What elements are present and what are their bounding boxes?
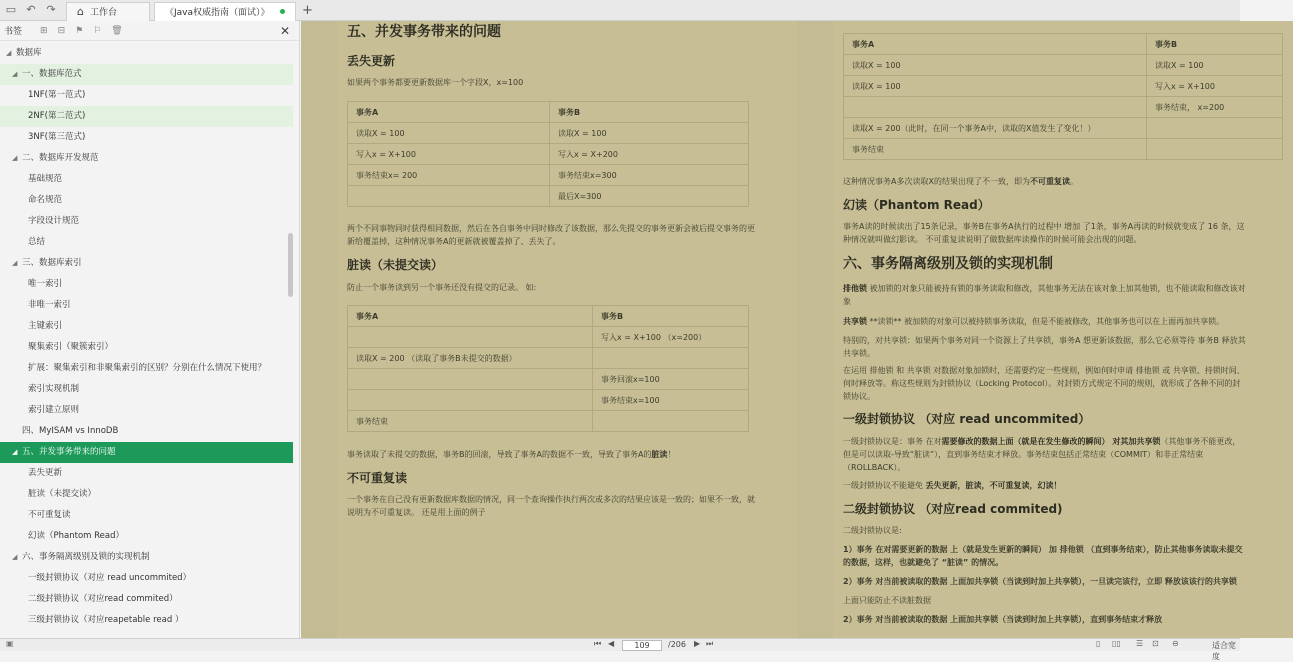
page-left (337, 21, 797, 638)
fit-view-icon[interactable]: ⊡ (1152, 639, 1159, 648)
text: 一级封锁协议是：事务 在对 (843, 437, 942, 446)
level2-rule-3: 2）事务 对当前被读取的数据 上面加共享锁（当读到时加上共享锁），直到事务结束才释放 (843, 615, 1163, 624)
s-lock-text (843, 315, 1248, 328)
sidebar-scrollbar[interactable] (288, 233, 293, 297)
table-cell: 最后X=300 (550, 186, 749, 207)
collapse-all-icon[interactable]: ⊟ (57, 25, 66, 36)
level1-protocol-text (843, 435, 1248, 474)
sidebar-item[interactable] (0, 463, 293, 484)
sidebar-item-label: 三、数据库索引 (22, 258, 82, 268)
text: （其他事务不能更改，但是可以读取-导致“脏读”），直到事务结束才释放。事务结束包括正常结束（COMMIT）和非正常结束（ROLLBACK）。 (843, 437, 1241, 472)
table-cell: 事务结束 (348, 411, 593, 432)
last-page-icon[interactable]: ⏭ (706, 639, 714, 648)
table-cell: 事务结束x=300 (550, 165, 749, 186)
heading-lost-update: 丢失更新 (347, 54, 396, 68)
add-bookmark-icon[interactable]: ⚑ (75, 25, 84, 36)
next-page-icon[interactable]: ▶ (694, 639, 701, 648)
table-cell: 事务结束 (844, 139, 1147, 160)
table-row (348, 369, 749, 390)
sidebar-title: 书签 (4, 27, 23, 37)
table-cell: 写入x = X+100 (348, 144, 550, 165)
heading-phantom-read: 幻读（Phantom Read） (843, 198, 990, 212)
heading-level1-protocol: 一级封锁协议 （对应 read uncommited） (843, 412, 1091, 426)
tab-home[interactable] (66, 2, 150, 21)
table-cell (348, 186, 550, 207)
sidebar-item[interactable] (0, 85, 293, 106)
shared-lock-detail: 特别的，对共享锁：如果两个事务对同一个资源上了共享锁，事务A 想更新该数据，那么它必须等待 事务B 释放其共享锁。 (843, 336, 1246, 358)
delete-bookmark-icon[interactable]: 🗑 (111, 25, 123, 36)
sidebar-item[interactable] (0, 190, 293, 211)
sidebar-item[interactable] (0, 421, 293, 442)
bookmark-icon[interactable]: ⚐ (93, 25, 102, 36)
sidebar-item-label: 非唯一索引 (28, 300, 71, 310)
caret-down-icon[interactable]: ◢ (6, 49, 12, 57)
sidebar-item[interactable] (0, 43, 293, 64)
sidebar-item[interactable] (0, 106, 293, 127)
table-row (348, 123, 749, 144)
sidebar-item-label: 字段设计规范 (28, 216, 80, 226)
caret-down-icon[interactable]: ◢ (12, 70, 18, 78)
table-cell: 读取X = 100 (348, 123, 550, 144)
sidebar-item-label: 主键索引 (28, 321, 63, 331)
table-cell: 写入x = X+100 （x=200） (593, 327, 749, 348)
table-header: 事务B (550, 102, 749, 123)
tab-document-label: 《Java权威指南（面试）》 (165, 8, 270, 18)
table-row (348, 186, 749, 207)
heading-level2-protocol: 二级封锁协议 （对应read commited) (843, 502, 1063, 516)
non-repeatable-text: 一个事务在自己没有更新数据库数据的情况，同一个查询操作执行两次或多次的结果应该是一致的；如果不一致，就说明为不可重复读。 还是用上面的例子 (347, 495, 755, 517)
new-tab-button[interactable]: + (302, 2, 313, 18)
caret-down-icon[interactable]: ◢ (12, 154, 18, 162)
lost-update-note: 两个不同事物同时获得相同数据，然后在各自事务中同时修改了该数据，那么先提交的事务更新会被后提交事务的更新给覆盖掉，这种情况事务A的更新就被覆盖掉了、丢失了。 (347, 224, 755, 246)
note-text: ！ (667, 450, 676, 459)
level2-intro: 二级封锁协议是: (843, 526, 902, 535)
sidebar-item-label: 2NF(第二范式) (28, 111, 86, 121)
sidebar-item[interactable] (0, 568, 293, 589)
lost-update-table (347, 101, 749, 207)
section-title-isolation: 六、事务隔离级别及锁的实现机制 (843, 256, 1053, 272)
sidebar-item-label: 一级封锁协议（对应 read uncommited） (28, 573, 192, 583)
sidebar-header (0, 21, 299, 41)
continuous-view-icon[interactable]: ☰ (1136, 639, 1144, 648)
sidebar-item-label: 三级封锁协议（对应reapetable read ） (28, 615, 184, 625)
unsaved-dot-icon (280, 9, 285, 14)
bookmark-sidebar (0, 21, 300, 638)
sidebar-item-label: 二级封锁协议（对应read commited） (28, 594, 178, 604)
sidebar-item[interactable] (0, 484, 293, 505)
note-text: 。 (1069, 177, 1078, 186)
prev-page-icon[interactable]: ◀ (608, 639, 615, 648)
note-bold: 脏读 (651, 450, 668, 459)
x-lock-text (843, 282, 1248, 308)
sidebar-item-label: 命名规范 (28, 195, 63, 205)
thumbnail-toggle-icon[interactable]: ▣ (6, 639, 14, 648)
level1-note (843, 479, 1062, 492)
table-cell: 事务结束， x=200 (1147, 97, 1283, 118)
non-repeatable-table (843, 33, 1283, 160)
sidebar-item[interactable] (0, 253, 293, 274)
level2-rule-1: 1）事务 在对需要更新的数据 上（就是发生更新的瞬间） 加 排他锁 （直到事务结束），防止其他事务读取未提交的数据，这样，也就避免了 “脏读” 的情况。 (843, 545, 1243, 567)
table-cell (844, 97, 1147, 118)
sidebar-item[interactable] (0, 505, 293, 526)
sidebar-item[interactable] (0, 211, 293, 232)
bold-term: 共享锁 (843, 317, 867, 326)
zoom-out-icon[interactable]: ⊖ (1172, 639, 1179, 648)
table-header: 事务A (844, 34, 1147, 55)
table-row (348, 327, 749, 348)
first-page-icon[interactable]: ⏮ (594, 639, 602, 648)
sidebar-item[interactable] (0, 358, 293, 379)
table-cell: 读取X = 200 （读取了事务B未提交的数据） (348, 348, 593, 369)
table-cell (593, 348, 749, 369)
sidebar-item-label: 索引实现机制 (28, 384, 80, 394)
table-row (348, 348, 749, 369)
table-row (348, 165, 749, 186)
tab-home-label: 工作台 (89, 8, 117, 18)
table-cell: 事务回滚x=100 (593, 369, 749, 390)
sidebar-item[interactable] (0, 610, 293, 631)
sidebar-item[interactable] (0, 379, 293, 400)
level2-note: 上面只能防止不读脏数据 (843, 596, 931, 605)
sidebar-item-label: 1NF(第一范式) (28, 90, 86, 100)
table-row (844, 97, 1283, 118)
sidebar-item[interactable] (0, 337, 293, 358)
heading-dirty-read: 脏读（未提交读） (347, 258, 444, 272)
table-row (348, 390, 749, 411)
sidebar-item-label: 丢失更新 (28, 468, 63, 478)
sidebar-item-label: 一、数据库范式 (22, 69, 82, 79)
sidebar-item[interactable] (0, 232, 293, 253)
status-bar (0, 638, 1240, 661)
sidebar-item-label: 扩展：聚集索引和非聚集索引的区别？分别在什么情况下使用？ (28, 363, 267, 373)
page-total: /206 (668, 640, 686, 649)
sidebar-item[interactable] (0, 64, 293, 85)
sidebar-item-label: 脏读（未提交读） (28, 489, 97, 499)
heading-non-repeatable: 不可重复读 (347, 471, 408, 485)
sidebar-item-label: 幻读（Phantom Read） (28, 531, 124, 541)
redo-icon[interactable]: ↷ (46, 3, 56, 16)
caret-down-icon[interactable]: ◢ (12, 259, 18, 267)
table-cell: 写入x = X+100 (1147, 76, 1283, 97)
page-number-input[interactable]: 109 (622, 640, 662, 651)
non-repeatable-note (843, 175, 1078, 188)
text: 被加锁的对象只能被持有锁的事务读取和修改，其他事务无法在该对象上加其他锁，也不能读取和修改该对象 (843, 284, 1246, 306)
table-cell: 事务结束x= 200 (348, 165, 550, 186)
close-sidebar-icon[interactable]: ✕ (279, 23, 290, 38)
table-cell: 读取X = 100 (1147, 55, 1283, 76)
phantom-read-text: 事务A读的时候读出了15条记录，事务B在事务A执行的过程中 增加 了1条，事务A再读的时候就变成了 16 条，这种情况就叫做幻影读。 不可重复读说明了做数据库读操作的时候可能会出现的问题。 (843, 222, 1245, 244)
level2-rule-2: 2）事务 对当前被读取的数据 上面加共享锁（当读到时加上共享锁），一旦读完该行，立即 释放该该行的共享锁 (843, 577, 1237, 586)
bold-term: 丢失更新，脏读，不可重复读，幻读！ (925, 481, 1062, 490)
zoom-select[interactable]: 适合宽度 (1212, 641, 1236, 661)
note-bold: 不可重复读 (1029, 177, 1070, 186)
save-icon[interactable]: ▭ (5, 3, 17, 16)
sidebar-item[interactable] (0, 589, 293, 610)
table-row (348, 144, 749, 165)
expand-all-icon[interactable]: ⊞ (40, 25, 48, 36)
table-header: 事务B (593, 306, 749, 327)
sidebar-item[interactable] (0, 526, 293, 547)
sidebar-item-label: 聚集索引（聚簇索引） (28, 342, 114, 352)
sidebar-item-label: 3NF(第三范式) (28, 132, 86, 142)
table-header: 事务A (348, 306, 593, 327)
text: **读锁** 被加锁的对象可以被持锁事务读取，但是不能被修改，其他事务也可以在上面再加共享锁。 (867, 317, 1225, 326)
table-cell (593, 411, 749, 432)
sidebar-item[interactable] (0, 127, 293, 148)
table-row (348, 411, 749, 432)
table-cell (348, 369, 593, 390)
table-cell (1147, 139, 1283, 160)
table-cell (348, 327, 593, 348)
table-cell: 读取X = 100 (550, 123, 749, 144)
page-right (833, 21, 1293, 638)
sidebar-item[interactable] (0, 547, 293, 568)
caret-down-icon[interactable]: ◢ (12, 553, 18, 561)
single-page-view-icon[interactable]: ▯ (1096, 639, 1101, 648)
table-header: 事务B (1147, 34, 1283, 55)
table-cell (1147, 118, 1283, 139)
undo-icon[interactable]: ↶ (26, 3, 36, 16)
bold-term: 排他锁 (843, 284, 867, 293)
table-header: 事务A (348, 102, 550, 123)
sidebar-item-label: 五、并发事务带来的问题 (22, 447, 116, 457)
sidebar-item-label: 六、事务隔离级别及锁的实现机制 (22, 552, 150, 562)
table-cell (348, 390, 593, 411)
sidebar-item[interactable] (0, 400, 293, 421)
table-cell: 读取X = 100 (844, 76, 1147, 97)
sidebar-item-label: 唯一索引 (28, 279, 63, 289)
sidebar-item[interactable] (0, 274, 293, 295)
table-cell: 事务结束x=100 (593, 390, 749, 411)
sidebar-item-label: 不可重复读 (28, 510, 71, 520)
table-cell: 读取X = 100 (844, 55, 1147, 76)
dirty-read-note (347, 448, 757, 461)
bookmark-tree (0, 43, 293, 631)
caret-down-icon[interactable]: ◢ (12, 448, 18, 456)
sidebar-item-label: 索引建立原则 (28, 405, 80, 415)
table-cell: 写入x = X+200 (550, 144, 749, 165)
document-viewer (301, 21, 1246, 638)
sidebar-tools (40, 26, 123, 36)
table-cell: 读取X = 200（此时，在同一个事务A中，读取的X值发生了变化！） (844, 118, 1147, 139)
sidebar-item-label: 四、MyISAM vs InnoDB (22, 426, 119, 436)
sidebar-item[interactable] (0, 442, 293, 463)
note-text: 这种情况事务A多次读取X的结果出现了不一致，即为 (843, 177, 1030, 186)
sidebar-item-label: 基础规范 (28, 174, 63, 184)
lost-update-intro: 如果两个事务都要更新数据库一个字段X，x=100 (347, 78, 524, 87)
locking-protocol-text: 在运用 排他锁 和 共享锁 对数据对象加锁时，还需要约定一些规则，例如何时申请 排他锁 或 共享锁、持锁时间、何时释放等。称这些规则为封锁协议（Locking Protocol）。对封锁方式规定不同的规则，就形成了各种不同的封锁协议。 (843, 366, 1245, 401)
note-text: 事务读取了未提交的数据，事务B的回滚，导致了事务A的数据不一致，导致了事务A的 (347, 450, 652, 459)
table-row (844, 55, 1283, 76)
bold-term: 需要修改的数据上面（就是在发生修改的瞬间） 对其加共享锁 (941, 437, 1161, 446)
section-title: 五、并发事务带来的问题 (347, 24, 501, 40)
sidebar-item-label: 总结 (28, 237, 46, 247)
sidebar-item[interactable] (0, 169, 293, 190)
table-row (844, 118, 1283, 139)
table-row (844, 76, 1283, 97)
sidebar-item-label: 二、数据库开发规范 (22, 153, 99, 163)
dirty-read-table (347, 305, 749, 432)
dirty-read-intro: 防止一个事务读到另一个事务还没有提交的记录。 如: (347, 283, 537, 292)
text: 一级封锁协议不能避免 (843, 481, 926, 490)
double-page-view-icon[interactable]: ▯▯ (1112, 639, 1121, 648)
tab-document[interactable] (154, 2, 296, 21)
quick-toolbar (0, 0, 58, 21)
sidebar-item[interactable] (0, 148, 293, 169)
tab-bar (0, 0, 1240, 21)
home-icon: ⌂ (77, 5, 84, 18)
sidebar-item[interactable] (0, 316, 293, 337)
sidebar-item[interactable] (0, 295, 293, 316)
table-row (844, 139, 1283, 160)
sidebar-item-label: 数据库 (16, 48, 42, 58)
